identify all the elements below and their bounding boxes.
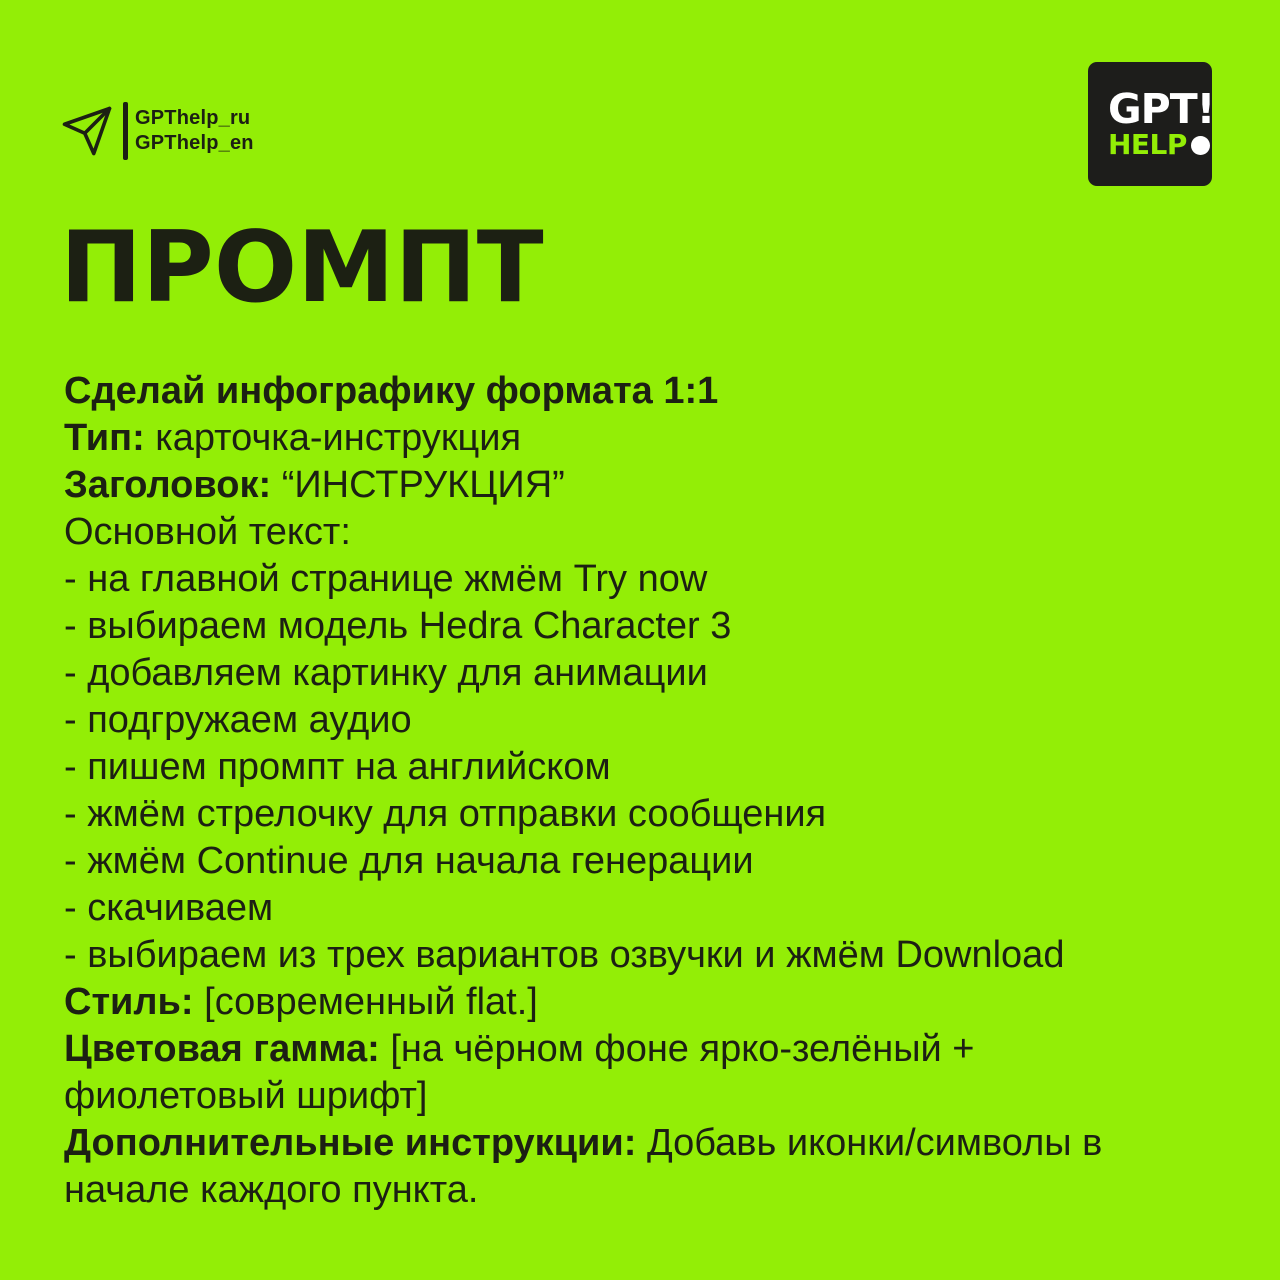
prompt-line-text: - жмём стрелочку для отправки сообщения	[64, 793, 827, 835]
prompt-line	[64, 368, 1234, 415]
prompt-line	[64, 603, 1234, 650]
gpthelp-logo	[1088, 62, 1215, 186]
prompt-line	[64, 462, 1234, 509]
prompt-line-text: [на чёрном фоне ярко-зелёный +	[379, 1028, 975, 1070]
header	[60, 62, 1215, 186]
prompt-line-text: начале каждого пункта.	[64, 1169, 479, 1211]
telegram-paper-plane-icon	[60, 104, 114, 158]
prompt-line	[64, 697, 1234, 744]
prompt-line-bold: Стиль:	[64, 981, 194, 1023]
prompt-line-text: - подгружаем аудио	[64, 699, 412, 741]
logo-line-help	[1108, 130, 1212, 160]
prompt-line-text: - выбираем модель Hedra Character 3	[64, 605, 732, 647]
prompt-line	[64, 932, 1234, 979]
prompt-line-text: “ИНСТРУКЦИЯ”	[271, 464, 565, 506]
prompt-line	[64, 979, 1234, 1026]
telegram-handles	[135, 106, 254, 156]
prompt-line	[64, 556, 1234, 603]
prompt-line	[64, 1073, 1234, 1120]
prompt-line-text: карточка-инструкция	[144, 417, 522, 459]
prompt-line-text: Добавь иконки/символы в	[636, 1122, 1103, 1164]
page-title: ПРОМПТ	[60, 211, 544, 325]
prompt-line	[64, 791, 1234, 838]
prompt-line-text: [современный flat.]	[193, 981, 538, 1023]
prompt-line-bold: Заголовок:	[64, 464, 272, 506]
prompt-line	[64, 838, 1234, 885]
prompt-line-text: - на главной странице жмём Try now	[64, 558, 708, 600]
logo-text-help: HELP	[1108, 128, 1187, 161]
prompt-line-bold: Дополнительные инструкции:	[64, 1122, 637, 1164]
prompt-line-text: - жмём Continue для начала генерации	[64, 840, 754, 882]
prompt-line-bold: Сделай инфографику формата 1:1	[64, 370, 719, 412]
prompt-line	[64, 509, 1234, 556]
prompt-line	[64, 744, 1234, 791]
prompt-line-bold: Тип:	[64, 417, 145, 459]
logo-dot-icon	[1191, 136, 1210, 155]
prompt-line-text: - скачиваем	[64, 887, 274, 929]
prompt-line	[64, 415, 1234, 462]
logo-text-gpt: GPT!	[1108, 85, 1215, 133]
divider	[123, 102, 128, 160]
telegram-handle-ru[interactable]: GPThelp_ru	[135, 107, 251, 129]
prompt-line	[64, 885, 1234, 932]
prompt-line-text: - добавляем картинку для анимации	[64, 652, 708, 694]
prompt-text	[64, 368, 1234, 1214]
telegram-channels[interactable]	[60, 102, 254, 160]
prompt-line-text: - выбираем из трех вариантов озвучки и жмём Download	[64, 934, 1065, 976]
prompt-line-text: - пишем промпт на английском	[64, 746, 611, 788]
prompt-line	[64, 1120, 1234, 1167]
prompt-line-text: фиолетовый шрифт]	[64, 1075, 428, 1117]
prompt-line	[64, 1026, 1234, 1073]
prompt-line-text: Основной текст:	[64, 511, 351, 553]
prompt-line	[64, 650, 1234, 697]
prompt-line	[64, 1167, 1234, 1214]
prompt-line-bold: Цветовая гамма:	[64, 1028, 380, 1070]
telegram-handle-en[interactable]: GPThelp_en	[135, 132, 254, 154]
